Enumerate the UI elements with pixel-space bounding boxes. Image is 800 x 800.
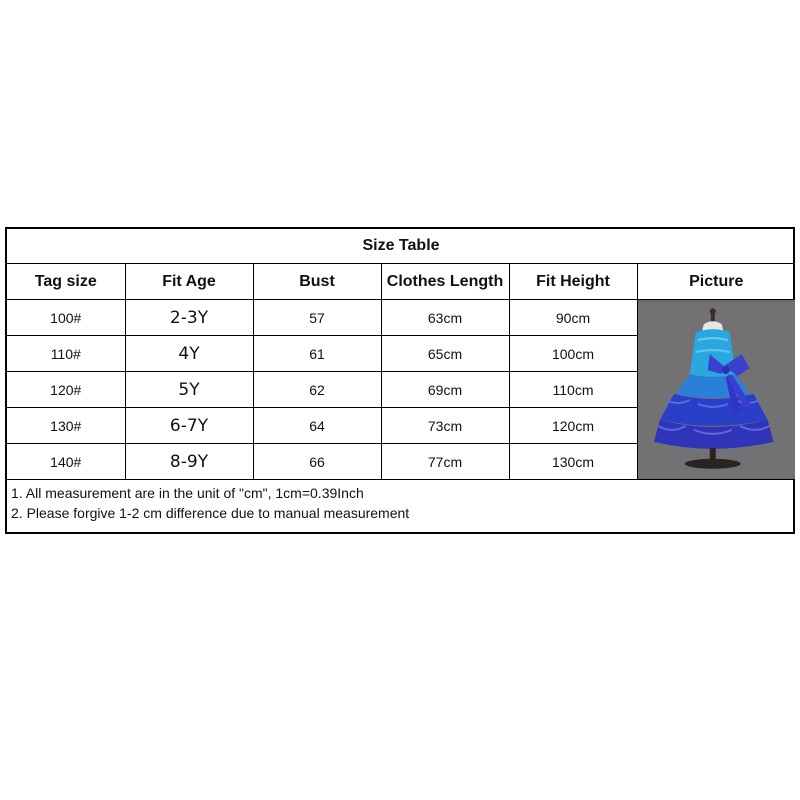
clothes-length-cell: 73cm [381, 408, 509, 444]
bust-cell: 64 [253, 408, 381, 444]
note-tolerance: 2. Please forgive 1-2 cm difference due to manual measurement [11, 505, 410, 521]
note-unit: 1. All measurement are in the unit of "cm", 1cm=0.39Inch [11, 485, 364, 501]
tag-size-cell: 100# [7, 300, 125, 336]
bust-cell: 61 [253, 336, 381, 372]
header-fit-height: Fit Height [509, 264, 637, 300]
table-title: Size Table [7, 229, 795, 264]
bust-cell: 57 [253, 300, 381, 336]
fit-height-cell: 100cm [509, 336, 637, 372]
header-bust: Bust [253, 264, 381, 300]
tag-size-cell: 140# [7, 444, 125, 480]
fit-age-cell: 5Y [125, 372, 253, 408]
fit-age-cell: 4Y [125, 336, 253, 372]
fit-height-cell: 120cm [509, 408, 637, 444]
clothes-length-cell: 63cm [381, 300, 509, 336]
fit-height-cell: 110cm [509, 372, 637, 408]
size-table [5, 227, 795, 534]
tag-size-cell: 130# [7, 408, 125, 444]
fit-height-cell: 90cm [509, 300, 637, 336]
fit-age-cell: 8-9Y [125, 444, 253, 480]
clothes-length-cell: 77cm [381, 444, 509, 480]
table-row [7, 300, 795, 336]
size-table-grid [7, 229, 795, 523]
fit-age-cell: 6-7Y [125, 408, 253, 444]
dress-picture [637, 300, 795, 480]
tag-size-cell: 110# [7, 336, 125, 372]
clothes-length-cell: 69cm [381, 372, 509, 408]
header-clothes-length: Clothes Length [381, 264, 509, 300]
bust-cell: 66 [253, 444, 381, 480]
notes [7, 480, 795, 523]
bust-cell: 62 [253, 372, 381, 408]
header-tag-size: Tag size [7, 264, 125, 300]
dress-image [638, 302, 796, 478]
header-fit-age: Fit Age [125, 264, 253, 300]
fit-age-cell: 2-3Y [125, 300, 253, 336]
header-picture: Picture [637, 264, 795, 300]
tag-size-cell: 120# [7, 372, 125, 408]
header-row [7, 264, 795, 300]
notes-cell [7, 480, 795, 524]
fit-height-cell: 130cm [509, 444, 637, 480]
clothes-length-cell: 65cm [381, 336, 509, 372]
